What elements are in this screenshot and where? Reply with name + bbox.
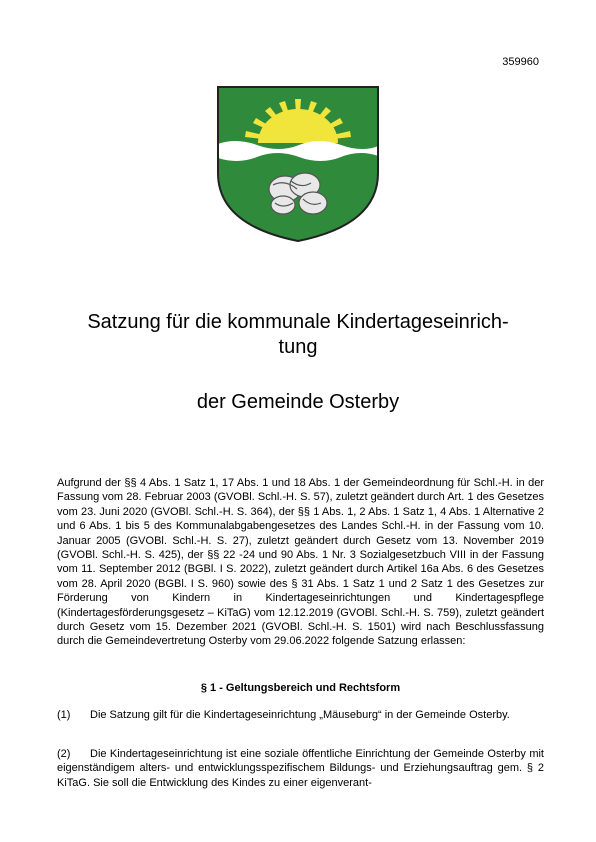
section-heading: § 1 - Geltungsbereich und Rechtsform [200,682,401,694]
title-line-1: Satzung für die kommunale Kindertageseinrich- [87,311,509,333]
paragraph-text: Die Satzung gilt für die Kindertageseinrichtung „Mäuseburg“ in der Gemeinde Osterby. [90,709,510,721]
paragraph-1 [57,708,544,722]
preamble-text: Aufgrund der §§ 4 Abs. 1 Satz 1, 17 Abs. 1 und 18 Abs. 1 der Gemeindeordnung für Schl.-H. in der Fassung vom 28. Februar 2003 (GVOBl. Schl.-H. S. 57), zuletzt geändert durch Art. 1 des Gesetzes vom 23. Juni 2020 (GVOBl. Schl.-H. S. 364), der §§ 1 Abs. 1, 2 Abs. 1 Satz 1, 4 Abs. 1 Alternative 2 und 6 Abs. 1 bis 5 des Kommunalabgabengesetzes des Landes Schl.-H. in der Fassung vom 10. Januar 2005 (GVOBl. Schl.-H. S. 27), zuletzt geändert durch Gesetz vom 13. November 2019 (GVOBl. Schl.-H. S. 425), der §§ 22 -24 und 90 Abs. 1 Nr. 3 Sozialgesetzbuch VIII in der Fassung vom 11. September 2012 (BGBl. I S. 2022), zuletzt geändert durch Artikel 16a Abs. 6 des Gesetzes vom 28. April 2020 (BGBl. I S. 960) sowie des § 31 Abs. 1 Satz 1 und 2 Satz 1 des Gesetzes zur Förderung von Kindern in Kindertageseinrichtungen und Kindertagespflege (Kindertagesförderungsgesetz – KiTaG) vom 12.12.2019 (GVOBl. Schl.-H. S. 759), zuletzt geändert durch Gesetz vom 15. Dezember 2021 (GVOBl. Schl.-H. S. 1501) wird nach Beschlussfassung durch die Gemeindevertretung Osterby vom 29.06.2022 folgende Satzung erlassen: [57,477,544,648]
paragraph-number: (2) [57,748,71,760]
coat-of-arms-icon [215,85,381,243]
paragraph-text: Die Kindertageseinrichtung ist eine soziale öffentliche Einrichtung der Gemeinde Osterby mit eigenständigem alters- und entwicklungsspezifischem Bildungs- und Erziehungsauftrag gem. § 2 KiTaG. Sie soll die Entwicklung des Kindes zu einer eigenverant- [57,748,544,789]
title-municipality: der Gemeinde Osterby [196,391,400,413]
title-line-2: tung [278,336,318,358]
paragraph-number: (1) [57,709,71,721]
paragraph-2 [57,747,544,790]
document-number: 359960 [502,56,539,68]
